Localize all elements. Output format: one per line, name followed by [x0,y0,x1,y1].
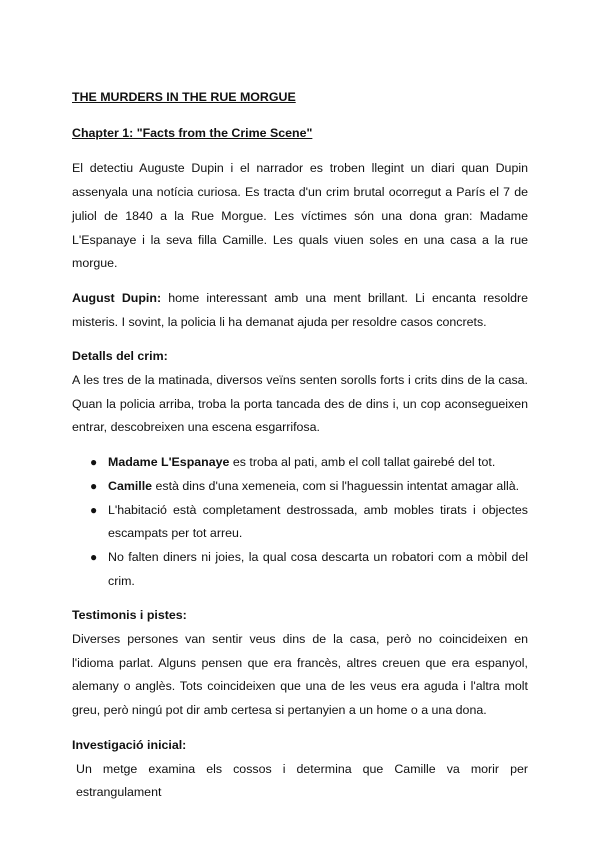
document-title: THE MURDERS IN THE RUE MORGUE [72,90,296,104]
list-item-text: està dins d'una xemeneia, com si l'haguessin intentat amagar allà. [152,478,520,493]
list-item [90,451,528,475]
investigation-paragraph: Un metge examina els cossos i determina que Camille va morir per estrangulament [76,761,528,800]
crime-heading: Detalls del crim: [72,349,168,364]
investigation-heading: Investigació inicial: [72,737,187,752]
list-item-bold: Madame L'Espanaye [108,455,230,470]
witness-paragraph: Diverses persones van sentir veus dins de la casa, però no coincideixen en l'idioma parlat. Alguns pensen que era francès, altres creuen que era espanyol, alemany o anglès. Tots coincideixen que una de les veus era aguda i l'altra molt greu, però ningú pot dir amb certesa si pertanyien a un home o a una dona. [72,632,528,718]
list-item [90,499,528,546]
list-item-text: L'habitació està completament destrossada, amb mobles tirats i objectes escampats per tot arreu. [108,502,528,541]
dupin-text: home interessant amb una ment brillant. Li encanta resoldre misteris. I sovint, la policia li ha demanat ajuda per resoldre casos concrets. [72,290,529,329]
bullet-icon: ● [90,455,98,470]
intro-paragraph: El detectiu Auguste Dupin i el narrador es troben llegint un diari quan Dupin assenyala una notícia curiosa. Es tracta d'un crim brutal ocorregut a París el 7 de juliol de 1840 a la Rue Morgue. Les víctimes són una dona gran: Madame L'Espanaye i la seva filla Camille. Les quals viuen soles en una casa a la rue morgue. [72,161,528,271]
bullet-icon: ● [90,478,98,493]
dupin-label: August Dupin: [72,290,162,305]
bullet-icon: ● [90,502,98,517]
list-item-text: es troba al pati, amb el coll tallat gairebé del tot. [229,455,496,470]
document-page [72,86,528,816]
witness-heading: Testimonis i pistes: [72,608,187,623]
crime-paragraph: A les tres de la matinada, diversos veïns senten sorolls forts i crits dins de la casa. Quan la policia arriba, troba la porta tancada des de dins i, un cop aconsegueixen entrar, descobreixen una escena esgarrifosa. [72,373,528,435]
bullet-icon: ● [90,549,98,564]
dupin-paragraph [72,287,528,334]
list-item-bold: Camille [108,478,153,493]
chapter-title: Chapter 1: "Facts from the Crime Scene" [72,125,313,140]
crime-details-list [72,451,528,593]
list-item-text: No falten diners ni joies, la qual cosa descarta un robatori com a mòbil del crim. [108,549,528,588]
list-item [90,546,528,593]
list-item [90,475,528,499]
